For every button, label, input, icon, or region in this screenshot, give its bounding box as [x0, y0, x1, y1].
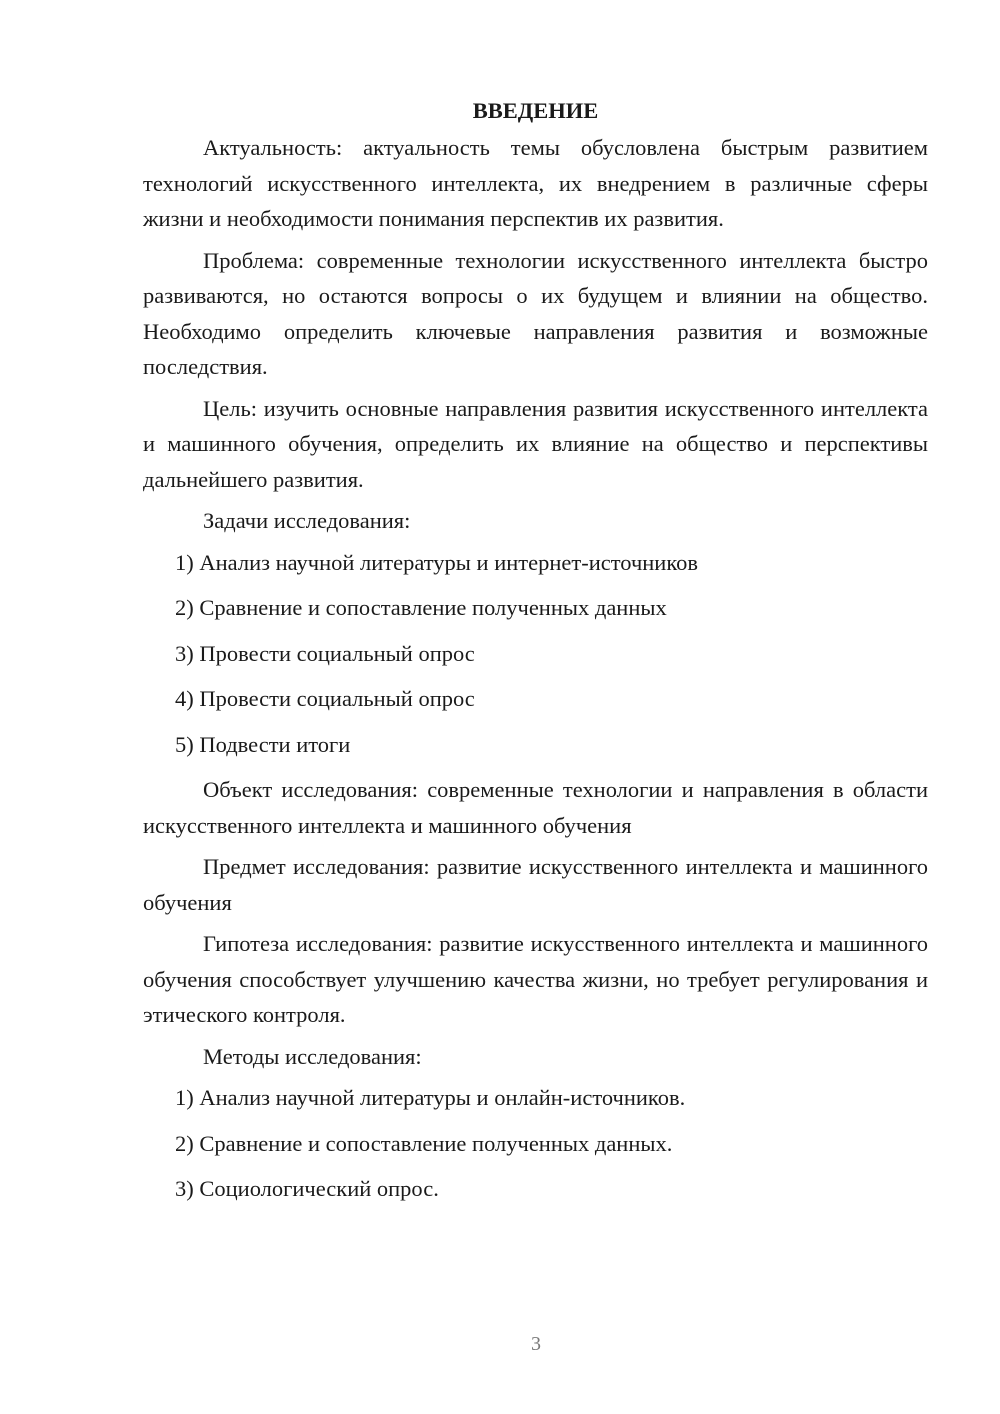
tasks-heading: Задачи исследования:: [203, 508, 411, 533]
list-item: 2) Сравнение и сопоставление полученных данных.: [175, 1130, 673, 1156]
methods-heading: Методы исследования:: [203, 1043, 422, 1069]
document-body: [143, 96, 928, 1217]
list-item: 2) Сравнение и сопоставление полученных данных: [175, 595, 667, 620]
subject-paragraph: Предмет исследования: развитие искусственного интеллекта и машинного обучения: [143, 854, 928, 915]
goal-paragraph: Цель: изучить основные направления развития искусственного интеллекта и машинного обучения, определить их влияние на общество и перспективы дальнейшего развития.: [143, 395, 928, 492]
tasks-list: [143, 545, 928, 763]
list-item: 1) Анализ научной литературы и интернет-источников: [175, 549, 699, 575]
methods-list: [143, 1080, 928, 1207]
page-number: 3: [531, 1333, 541, 1355]
list-item: 3) Провести социальный опрос: [175, 640, 475, 666]
relevance-paragraph: Актуальность: актуальность темы обусловлена быстрым развитием технологий искусственного интеллекта, их внедрением в различные сферы жизни и необходимости понимания перспектив их развития.: [143, 135, 928, 231]
page-title: ВВЕДЕНИЕ: [472, 98, 599, 123]
problem-paragraph: Проблема: современные технологии искусственного интеллекта быстро развиваются, но остаются вопросы о их будущем и влиянии на общество. Необходимо определить ключевые направления развития и возможные последствия.: [143, 247, 928, 379]
list-item: 5) Подвести итоги: [175, 731, 351, 757]
hypothesis-paragraph: Гипотеза исследования: развитие искусственного интеллекта и машинного обучения способствует улучшению качества жизни, но требует регулирования и этического контроля.: [143, 931, 928, 1027]
object-paragraph: Объект исследования: современные технологии и направления в области искусственного интеллекта и машинного обучения: [143, 777, 928, 838]
list-item: 3) Социологический опрос.: [175, 1176, 439, 1201]
list-item: 4) Провести социальный опрос: [175, 686, 475, 711]
list-item: 1) Анализ научной литературы и онлайн-источников.: [175, 1085, 686, 1110]
